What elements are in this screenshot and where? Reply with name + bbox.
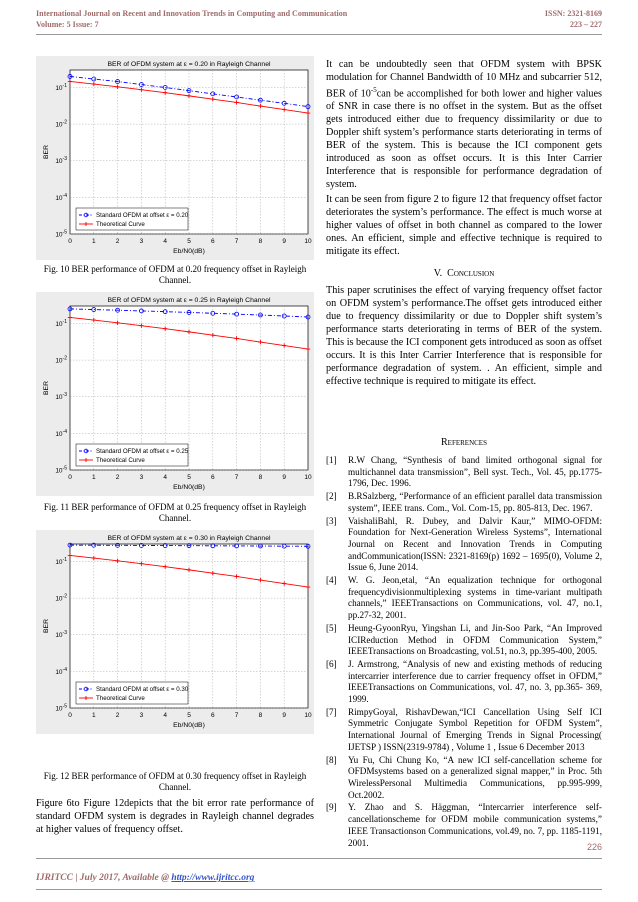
journal-link[interactable]: http://www.ijritcc.org <box>171 873 255 883</box>
x-tick-label: 7 <box>234 238 239 245</box>
issn: ISSN: 2321-8169 <box>544 9 602 18</box>
caption-fig11: Fig. 11 BER performance of OFDM at 0.25 frequency offset in Rayleigh Channel. <box>43 502 307 523</box>
x-tick-label: 5 <box>187 712 191 719</box>
left-paragraph: Figure 6to Figure 12depicts that the bit error rate performance of standard OFDM system is degrades in Rayleigh channel degrades at higher values of frequency offset. <box>36 798 314 835</box>
reference-item: [7] RimpyGoyal, RishavDewan,“ICI Cancellation Using Self ICI Symmetric Conjugate Symbol Repetition for OFDM System”, International Journal of Emerging Trends in Signal Processing( IJETSP ) ISSN(2319-9784) , Volume 1 , Issue 6 December 2013 <box>326 706 602 752</box>
page-range: 223 – 227 <box>570 20 602 29</box>
figure-10 <box>36 56 314 260</box>
chart-fig11 <box>36 292 314 496</box>
reference-item: [8] Yu Fu, Chi Chung Ko, “A new ICI self-cancellation scheme for OFDMsystems based on a generalized signal mapper,” in Proc. 5th WirelessPersonal Multimedia Communications, pp.995-999, Oct.2002. <box>326 754 602 800</box>
y-tick-label: $10^{-1}$ <box>55 82 67 92</box>
legend-label: Standard OFDM at offset ε = 0.25 <box>96 448 189 456</box>
x-tick-label: 6 <box>210 238 215 245</box>
footer: IJRITCC | July 2017, Available @ http://www.ijritcc.org <box>36 873 255 883</box>
caption-fig12: Fig. 12 BER performance of OFDM at 0.30 frequency offset in Rayleigh Channel. <box>43 771 307 792</box>
legend-label: Theoretical Curve <box>96 695 145 703</box>
x-tick-label: 9 <box>282 712 287 719</box>
x-tick-label: 9 <box>282 238 287 245</box>
conclusion-heading: V. Conclusion <box>433 268 495 279</box>
conclusion-paragraph: This paper scrutinises the effect of varying frequency offset factor on OFDM system’s performance.The offset gets introduced either due to frequency dissimilarity or due to Doppler shift system’s performance starts deteriorating in terms of BER of the system. This is because the ICI component gets introduced as soon as offset occurs. It is this Inter Carrier Interference that is responsible for performance degradation of system. . An efficient, simple and effective technique is required to mitigate its effect. <box>326 285 602 387</box>
x-tick-label: 0 <box>68 474 72 481</box>
y-tick-label: $10^{-1}$ <box>55 556 67 566</box>
x-axis-label: Eb/N0(dB) <box>173 722 205 729</box>
chart-title: BER of OFDM system at ε = 0.25 in Rayleigh Channel <box>107 297 271 304</box>
x-tick-label: 1 <box>91 712 96 719</box>
chart-title: BER of OFDM system at ε = 0.30 in Rayleigh Channel <box>107 535 271 542</box>
y-tick-label: $10^{-2}$ <box>55 593 67 603</box>
figure-12 <box>36 530 314 734</box>
header-rule <box>36 34 602 35</box>
y-tick-label: $10^{-5}$ <box>55 229 67 239</box>
x-tick-label: 2 <box>115 712 120 719</box>
x-tick-label: 3 <box>139 238 144 245</box>
x-axis-label: Eb/N0(dB) <box>173 248 205 255</box>
x-tick-label: 6 <box>210 712 215 719</box>
x-tick-label: 8 <box>258 238 263 245</box>
reference-item: [3] VaishaliBahl, R. Dubey, and Dalvir Kaur,” MIMO-OFDM: Foundation for Next-Generation Wireless Systems”, International Journal on Recent and Innovation Trends in Computing andCommunication(ISSN: 2321-8169(p) 1692 – 1695(0), Volume 2, Issue 6, June 2014. <box>326 515 602 573</box>
legend-label: Theoretical Curve <box>96 221 145 229</box>
right-paragraph-1: It can be undoubtedly seen that OFDM system with BPSK modulation for Channel Bandwidth of 10 MHz and subcarrier 512, BER of $10^{-5}can$ be accomplished for both lower and higher values of SNR in case there is no offset in the system. But as the offset gets introduced either due to frequency dissimilarity or due to Doppler shift system’s performance starts deteriorating in terms of BER of the system. This is because the ICI component gets introduced as soon as offset occurs. It is this Inter Carrier Interference that is responsible for performance degradation of system. <box>326 59 602 191</box>
x-tick-label: 4 <box>163 238 168 245</box>
footer-rule <box>36 858 602 859</box>
y-axis-label: BER <box>43 145 50 159</box>
reference-item: [2] B.RSalzberg, “Performance of an efficient parallel data transmission system”, IEEE trans. Com., Vol. Com-15, pp. 805-813, Dec. 1967. <box>326 491 602 513</box>
x-tick-label: 8 <box>258 474 263 481</box>
references-heading: References <box>441 437 487 448</box>
y-tick-label: $10^{-2}$ <box>55 119 67 129</box>
x-tick-label: 5 <box>187 474 191 481</box>
reference-item: [1] R.W Chang, “Synthesis of band limited orthogonal signal for multichannel data transmission”, Bell syst. Tech., Vol. 45, pp.1775-1796, Dec. 1996. <box>326 455 602 489</box>
reference-item: [9] Y. Zhao and S. Häggman, “Intercarrier interference self-cancellationscheme for OFDM mobile communication systems,” IEEE Transactionson Communications, vol.49, no. 7, pp. 1185-1191, 2001. <box>326 802 602 848</box>
journal-header <box>36 8 347 30</box>
x-tick-label: 5 <box>187 238 191 245</box>
x-tick-label: 10 <box>304 238 312 245</box>
y-tick-label: $10^{-5}$ <box>55 465 67 475</box>
x-tick-label: 6 <box>210 474 215 481</box>
x-tick-label: 2 <box>115 238 120 245</box>
issn-header <box>545 8 602 30</box>
x-tick-label: 4 <box>163 474 168 481</box>
x-tick-label: 4 <box>163 712 168 719</box>
x-tick-label: 0 <box>68 238 72 245</box>
right-paragraph-2: It can be seen from figure 2 to figure 12 that frequency offset factor deteriorates the system’s performance. The effect is much worse at higher values of offset in both channel as compared to the lower ones. An efficient, simple and effective technique is required to mitigate its effect. <box>326 194 602 257</box>
journal-name: International Journal on Recent and Innovation Trends in Computing and Communication <box>36 9 348 18</box>
reference-item: [5] Heung-GyoonRyu, Yingshan Li, and Jin-Soo Park, “An Improved ICIReduction Method in OFDM Communication System,” IEEETransactions on Broadcasting, vol.51, no.3, pp.395-400, 2005. <box>326 622 602 657</box>
y-tick-label: $10^{-1}$ <box>55 318 67 328</box>
x-tick-label: 3 <box>139 712 144 719</box>
y-tick-label: $10^{-3}$ <box>55 630 67 640</box>
y-tick-label: $10^{-4}$ <box>55 666 67 676</box>
footer-rule-bottom <box>36 889 602 890</box>
x-tick-label: 10 <box>304 474 312 481</box>
reference-item: [4] W. G. Jeon,etal, “An equalization technique for orthogonal frequencydivisionmultiplexing systems in time-variant multipath channels,” IEEETransactions on Communications, vol. 47, no.1, pp.27-32, 2001. <box>326 575 602 621</box>
reference-item: [6] J. Armstrong, “Analysis of new and existing methods of reducing intercarrier interference due to carrier frequency offset in OFDM,” IEEETransactions on Communications, vol. 47, no. 3, pp.365- 369, 1999. <box>326 658 602 705</box>
figure-11 <box>36 292 314 496</box>
y-tick-label: $10^{-3}$ <box>55 392 67 402</box>
reference-list <box>326 455 602 850</box>
y-tick-label: $10^{-4}$ <box>55 428 67 438</box>
y-tick-label: $10^{-5}$ <box>55 703 67 713</box>
x-tick-label: 7 <box>234 712 239 719</box>
chart-fig10 <box>36 56 314 260</box>
x-tick-label: 8 <box>258 712 263 719</box>
x-tick-label: 7 <box>234 474 239 481</box>
y-tick-label: $10^{-2}$ <box>55 355 67 365</box>
legend-label: Standard OFDM at offset ε = 0.30 <box>96 686 189 694</box>
caption-fig10: Fig. 10 BER performance of OFDM at 0.20 frequency offset in Rayleigh Channel. <box>43 264 307 285</box>
y-tick-label: $10^{-4}$ <box>55 192 67 202</box>
x-tick-label: 1 <box>91 474 96 481</box>
x-tick-label: 10 <box>304 712 312 719</box>
page-number: 226 <box>586 842 602 852</box>
x-tick-label: 9 <box>282 474 287 481</box>
x-tick-label: 3 <box>139 474 144 481</box>
legend-label: Theoretical Curve <box>96 457 145 465</box>
x-tick-label: 1 <box>91 238 96 245</box>
x-tick-label: 2 <box>115 474 120 481</box>
y-axis-label: BER <box>43 619 50 633</box>
journal-volume: Volume: 5 Issue: 7 <box>36 20 99 29</box>
x-tick-label: 0 <box>68 712 72 719</box>
y-axis-label: BER <box>43 381 50 395</box>
chart-title: BER of OFDM system at ε = 0.20 in Rayleigh Channel <box>107 61 271 68</box>
legend-label: Standard OFDM at offset ε = 0.20 <box>96 212 189 220</box>
y-tick-label: $10^{-3}$ <box>55 156 67 166</box>
x-axis-label: Eb/N0(dB) <box>173 484 205 491</box>
chart-fig12 <box>36 530 314 734</box>
